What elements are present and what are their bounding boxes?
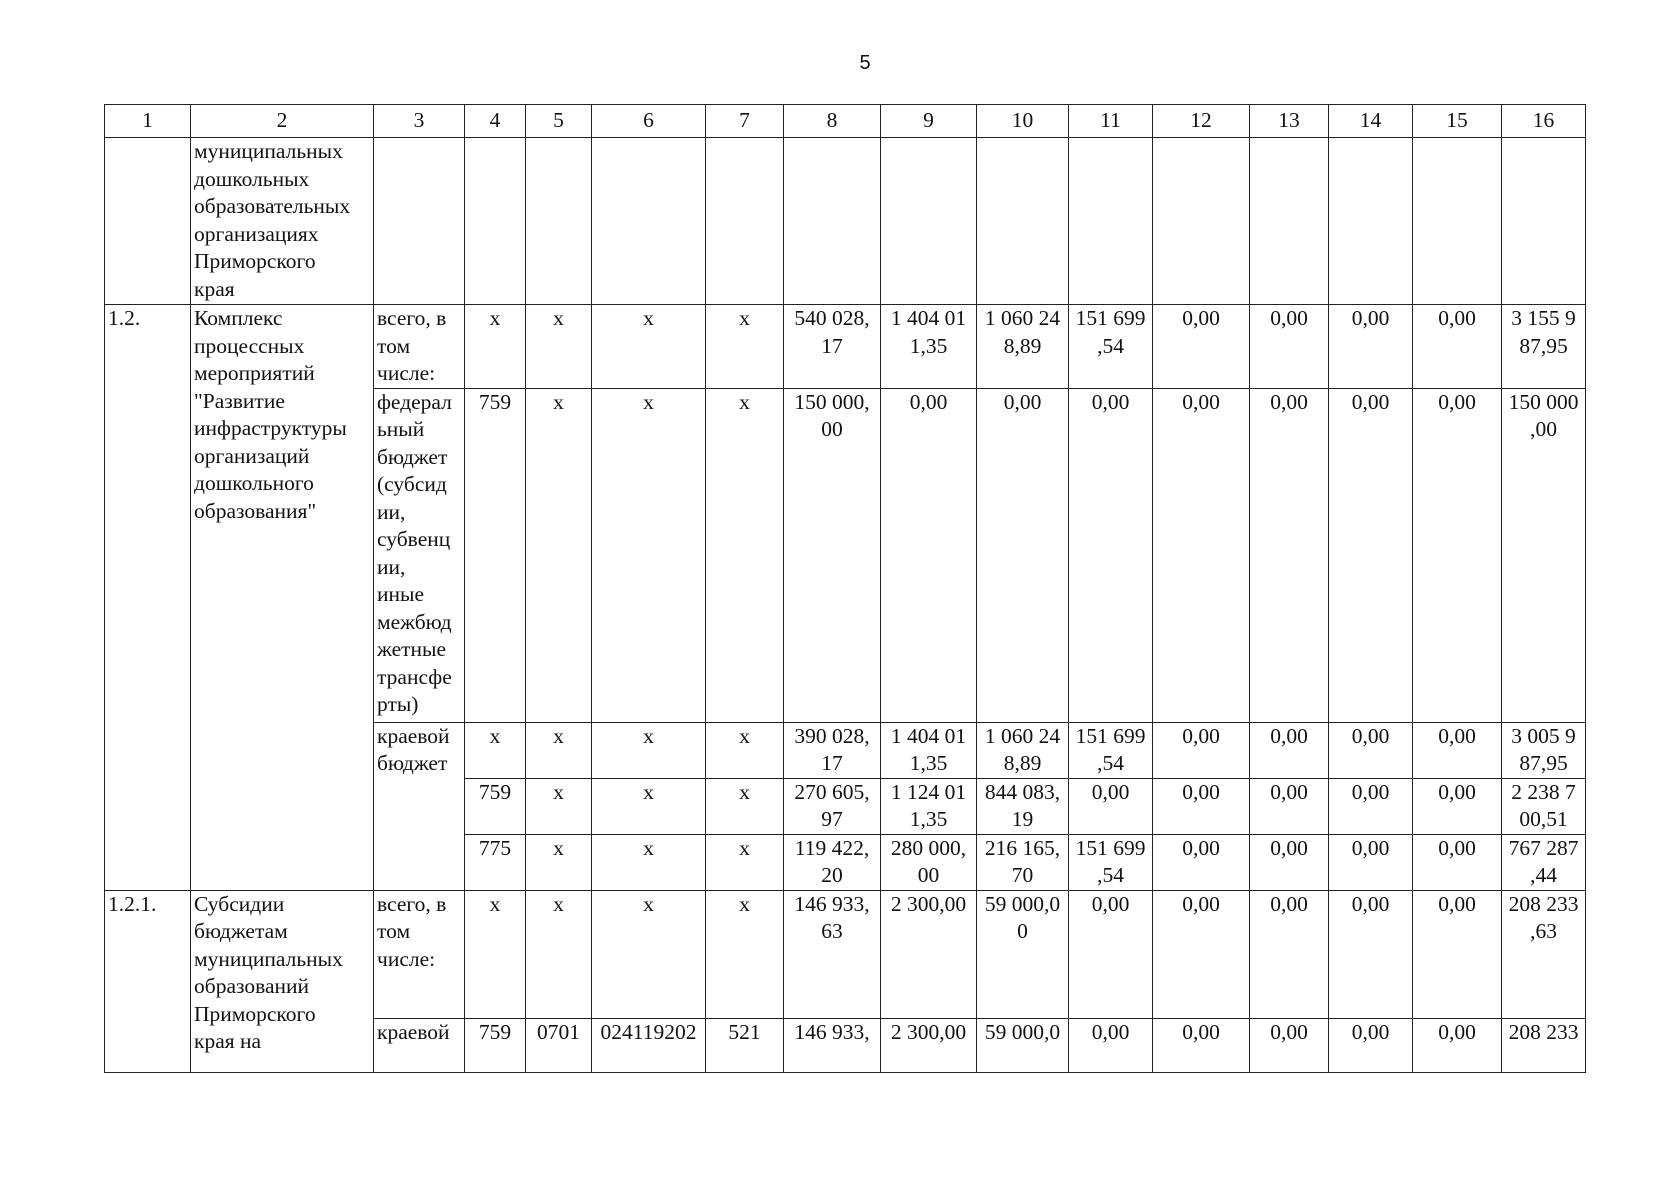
cell-c11: 0,00 xyxy=(1069,388,1153,722)
col-header: 15 xyxy=(1413,105,1502,138)
col-header: 7 xyxy=(706,105,784,138)
cell-c15: 0,00 xyxy=(1413,305,1502,389)
source-cell: федерал ьный бюджет (субсид ии, субвенц ии, иные межбюд жетные трансфе рты) xyxy=(374,388,465,722)
col-header: 14 xyxy=(1329,105,1413,138)
cell-c15: 0,00 xyxy=(1413,1018,1502,1072)
cell-c12: 0,00 xyxy=(1153,834,1250,890)
cell-c15: 0,00 xyxy=(1413,722,1502,778)
cell-c15: 0,00 xyxy=(1413,890,1502,1018)
item-number: 1.2. xyxy=(105,305,191,891)
cell-c4: x xyxy=(465,305,526,389)
cell-c4: 759 xyxy=(465,388,526,722)
cell-c8: 146 933, 63 xyxy=(784,890,881,1018)
cell-c14: 0,00 xyxy=(1329,305,1413,389)
cell-c6: 024119202 xyxy=(592,1018,706,1072)
cell-c13: 0,00 xyxy=(1250,890,1329,1018)
cell-c15: 0,00 xyxy=(1413,778,1502,834)
cell-c10: 844 083, 19 xyxy=(977,778,1069,834)
cell-c9: 0,00 xyxy=(881,388,977,722)
cell-c16: 3 155 9 87,95 xyxy=(1502,305,1586,389)
cell-c10: 1 060 24 8,89 xyxy=(977,722,1069,778)
item-number xyxy=(105,138,191,305)
cell-c10: 59 000,0 0 xyxy=(977,890,1069,1018)
cell-c16: 3 005 9 87,95 xyxy=(1502,722,1586,778)
cell-c10: 0,00 xyxy=(977,388,1069,722)
cell-c12: 0,00 xyxy=(1153,890,1250,1018)
cell-c8: 150 000, 00 xyxy=(784,388,881,722)
cell-c14: 0,00 xyxy=(1329,388,1413,722)
cell-c16: 208 233 ,63 xyxy=(1502,890,1586,1018)
cell-c8: 540 028, 17 xyxy=(784,305,881,389)
cell-c6: x xyxy=(592,305,706,389)
cell-c4: 759 xyxy=(465,778,526,834)
cell-c14: 0,00 xyxy=(1329,890,1413,1018)
item-name: Комплекс процессных мероприятий "Развитие инфраструктуры организаций дошкольного образования" xyxy=(191,305,374,891)
col-header: 4 xyxy=(465,105,526,138)
cell-c13: 0,00 xyxy=(1250,305,1329,389)
source-cell: краевой бюджет xyxy=(374,722,465,890)
cell-c5: x xyxy=(526,388,592,722)
cell-c4: 759 xyxy=(465,1018,526,1072)
cell-c14: 0,00 xyxy=(1329,1018,1413,1072)
col-header: 13 xyxy=(1250,105,1329,138)
col-header: 3 xyxy=(374,105,465,138)
cell-c8: 146 933, xyxy=(784,1018,881,1072)
cell-c15: 0,00 xyxy=(1413,834,1502,890)
cell-c14: 0,00 xyxy=(1329,834,1413,890)
cell-c8: 119 422, 20 xyxy=(784,834,881,890)
cell-c11: 0,00 xyxy=(1069,1018,1153,1072)
col-header: 1 xyxy=(105,105,191,138)
cell-c16: 150 000 ,00 xyxy=(1502,388,1586,722)
cell-c5: x xyxy=(526,722,592,778)
cell-c5: x xyxy=(526,890,592,1018)
cell-c13: 0,00 xyxy=(1250,722,1329,778)
cell-c13: 0,00 xyxy=(1250,778,1329,834)
cell-c7: x xyxy=(706,890,784,1018)
cell-c6: x xyxy=(592,890,706,1018)
cell-c15: 0,00 xyxy=(1413,388,1502,722)
cell-c7: x xyxy=(706,778,784,834)
cell-c6: x xyxy=(592,722,706,778)
cell-c16: 208 233 xyxy=(1502,1018,1586,1072)
cell-c16: 2 238 7 00,51 xyxy=(1502,778,1586,834)
cell-c7: x xyxy=(706,305,784,389)
col-header: 10 xyxy=(977,105,1069,138)
header-row xyxy=(105,105,1586,138)
cell-c10: 1 060 24 8,89 xyxy=(977,305,1069,389)
source-cell: краевой xyxy=(374,1018,465,1072)
cell-c12: 0,00 xyxy=(1153,1018,1250,1072)
cell-c5: x xyxy=(526,834,592,890)
cell-c13: 0,00 xyxy=(1250,388,1329,722)
cell-c4: 775 xyxy=(465,834,526,890)
table-row xyxy=(105,890,1586,1018)
source-cell xyxy=(374,138,465,305)
cell-c9: 1 404 01 1,35 xyxy=(881,722,977,778)
col-header: 11 xyxy=(1069,105,1153,138)
col-header: 5 xyxy=(526,105,592,138)
cell-c12: 0,00 xyxy=(1153,778,1250,834)
cell-c12: 0,00 xyxy=(1153,388,1250,722)
cell-c11: 0,00 xyxy=(1069,778,1153,834)
cell-c11: 151 699 ,54 xyxy=(1069,305,1153,389)
budget-table xyxy=(104,104,1586,1073)
cell-c11: 0,00 xyxy=(1069,890,1153,1018)
table-row xyxy=(105,138,1586,305)
cell-c8: 270 605, 97 xyxy=(784,778,881,834)
cell-c9: 2 300,00 xyxy=(881,1018,977,1072)
table-row xyxy=(105,305,1586,389)
cell-c6: x xyxy=(592,834,706,890)
cell-c9: 2 300,00 xyxy=(881,890,977,1018)
cell-c11: 151 699 ,54 xyxy=(1069,834,1153,890)
source-cell: всего, в том числе: xyxy=(374,890,465,1018)
source-cell: всего, в том числе: xyxy=(374,305,465,389)
col-header: 2 xyxy=(191,105,374,138)
cell-c9: 280 000, 00 xyxy=(881,834,977,890)
col-header: 9 xyxy=(881,105,977,138)
item-name: муниципальных дошкольных образовательных организациях Приморского края xyxy=(191,138,374,305)
cell-c13: 0,00 xyxy=(1250,1018,1329,1072)
cell-c5: 0701 xyxy=(526,1018,592,1072)
cell-c9: 1 404 01 1,35 xyxy=(881,305,977,389)
cell-c16: 767 287 ,44 xyxy=(1502,834,1586,890)
cell-c10: 216 165, 70 xyxy=(977,834,1069,890)
cell-c6: x xyxy=(592,778,706,834)
cell-c5: x xyxy=(526,778,592,834)
cell-c12: 0,00 xyxy=(1153,305,1250,389)
cell-c13: 0,00 xyxy=(1250,834,1329,890)
cell-c7: 521 xyxy=(706,1018,784,1072)
page-number: 5 xyxy=(859,52,871,74)
cell-c5: x xyxy=(526,305,592,389)
cell-c7: x xyxy=(706,388,784,722)
cell-c7: x xyxy=(706,722,784,778)
col-header: 16 xyxy=(1502,105,1586,138)
cell-c14: 0,00 xyxy=(1329,778,1413,834)
cell-c9: 1 124 01 1,35 xyxy=(881,778,977,834)
cell-c14: 0,00 xyxy=(1329,722,1413,778)
cell-c7: x xyxy=(706,834,784,890)
cell-c4: x xyxy=(465,722,526,778)
cell-c11: 151 699 ,54 xyxy=(1069,722,1153,778)
cell-c8: 390 028, 17 xyxy=(784,722,881,778)
item-name: Субсидии бюджетам муниципальных образований Приморского края на xyxy=(191,890,374,1072)
col-header: 12 xyxy=(1153,105,1250,138)
col-header: 6 xyxy=(592,105,706,138)
cell-c4: x xyxy=(465,890,526,1018)
col-header: 8 xyxy=(784,105,881,138)
cell-c6: x xyxy=(592,388,706,722)
cell-c12: 0,00 xyxy=(1153,722,1250,778)
cell-c10: 59 000,0 xyxy=(977,1018,1069,1072)
item-number: 1.2.1. xyxy=(105,890,191,1072)
